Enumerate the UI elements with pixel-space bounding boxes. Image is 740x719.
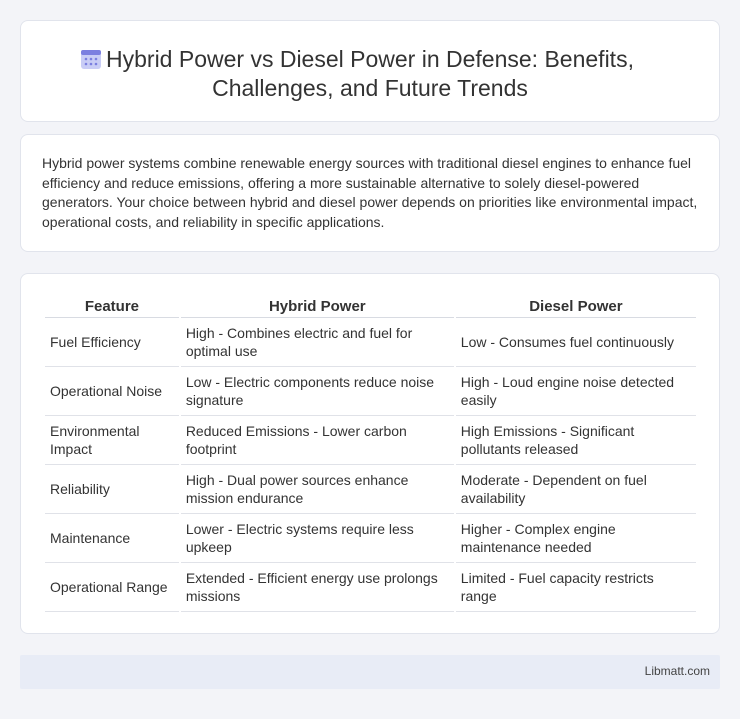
footer-brand: Libmatt.com	[644, 664, 710, 678]
intro-paragraph: Hybrid power systems combine renewable energy sources with traditional diesel engines to enhance fuel efficiency and reduce emissions, offering a more sustainable alternative to solely diesel-powered generators. Your choice between hybrid and diesel power depends on priorities like environmental impact, operational costs, and reliability in specific applications.	[42, 155, 698, 230]
diesel-cell: Low - Consumes fuel continuously	[456, 318, 696, 367]
diesel-cell: Moderate - Dependent on fuel availability	[456, 465, 696, 514]
hybrid-cell: Lower - Electric systems require less upkeep	[181, 514, 454, 563]
table-row	[45, 318, 696, 367]
hybrid-cell: Extended - Efficient energy use prolongs missions	[181, 563, 454, 612]
intro-card	[20, 134, 720, 252]
footer	[20, 655, 720, 689]
title-line-2: Challenges, and Future Trends	[212, 75, 528, 101]
diesel-cell: High - Loud engine noise detected easily	[456, 367, 696, 416]
header-hybrid-power: Hybrid Power	[181, 294, 454, 318]
header-feature: Feature	[45, 294, 179, 318]
comparison-table	[43, 294, 698, 612]
hybrid-cell: High - Combines electric and fuel for optimal use	[181, 318, 454, 367]
table-row	[45, 465, 696, 514]
table-row	[45, 563, 696, 612]
feature-cell: Maintenance	[45, 514, 179, 563]
diesel-cell: Higher - Complex engine maintenance needed	[456, 514, 696, 563]
hybrid-cell: Reduced Emissions - Lower carbon footprint	[181, 416, 454, 465]
table-row	[45, 416, 696, 465]
hybrid-cell: Low - Electric components reduce noise signature	[181, 367, 454, 416]
table-row	[45, 367, 696, 416]
title-card	[20, 20, 720, 122]
feature-cell: Environmental Impact	[45, 416, 179, 465]
header-diesel-power: Diesel Power	[456, 294, 696, 318]
feature-cell: Fuel Efficiency	[45, 318, 179, 367]
comparison-card	[20, 273, 720, 634]
table-header-row	[45, 294, 696, 318]
feature-cell: Operational Noise	[45, 367, 179, 416]
hybrid-cell: High - Dual power sources enhance mission endurance	[181, 465, 454, 514]
diesel-cell: Limited - Fuel capacity restricts range	[456, 563, 696, 612]
feature-cell: Operational Range	[45, 563, 179, 612]
diesel-cell: High Emissions - Significant pollutants released	[456, 416, 696, 465]
table-row	[45, 514, 696, 563]
title-line-1: Hybrid Power vs Diesel Power in Defense: Benefits,	[106, 46, 634, 72]
feature-cell: Reliability	[45, 465, 179, 514]
page-title	[21, 45, 719, 103]
